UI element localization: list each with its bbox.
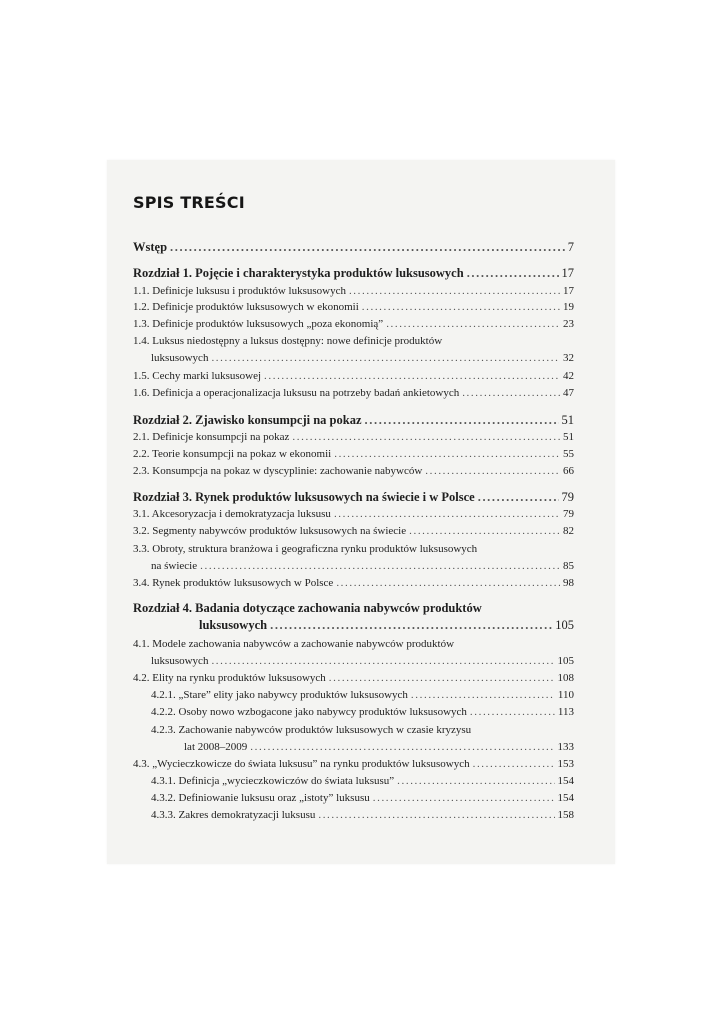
- toc-entry-page: 17: [563, 285, 574, 297]
- toc-entry-label: na świecie: [151, 560, 198, 572]
- toc-entry-2-2: [133, 447, 574, 461]
- toc-entry-4-3-2: [151, 791, 574, 805]
- toc-entry-page: 42: [563, 370, 574, 382]
- toc-entry-page: 47: [563, 387, 574, 399]
- dot-leader: [409, 524, 560, 538]
- toc-entry-page: 19: [563, 301, 574, 313]
- toc-entry-page: 51: [563, 431, 574, 443]
- toc-entry-page: 55: [563, 448, 574, 460]
- toc-entry-label: luksusowych: [151, 655, 209, 667]
- toc-entry-label: luksusowych: [199, 618, 268, 632]
- dot-leader: [211, 654, 554, 668]
- toc-entry-chapter-4: [199, 618, 574, 632]
- toc-entry-chapter-4-line1: Rozdział 4. Badania dotyczące zachowania nabywców produktów: [133, 601, 482, 615]
- toc-entry-label: Rozdział 3. Rynek produktów luksusowych na świecie i w Polsce: [133, 490, 475, 504]
- toc-entry-page: 98: [563, 577, 574, 589]
- toc-entry-3-4: [133, 576, 574, 590]
- dot-leader: [397, 774, 554, 788]
- toc-entry-1-4-line1: 1.4. Luksus niedostępny a luksus dostępny: nowe definicje produktów: [133, 335, 443, 347]
- dot-leader: [334, 507, 560, 521]
- toc-entry-page: 158: [557, 809, 574, 821]
- toc-entry-page: 23: [563, 318, 574, 330]
- toc-entry-page: 105: [555, 618, 574, 632]
- toc-entry-3-1: [133, 507, 574, 521]
- toc-entry-4-3-3: [151, 808, 574, 822]
- toc-entry-label: 4.3.2. Definiowanie luksusu oraz „istoty” luksusu: [151, 792, 370, 804]
- dot-leader: [200, 559, 560, 573]
- toc-entry-label: 4.3.3. Zakres demokratyzacji luksusu: [151, 809, 316, 821]
- toc-entry-page: 108: [557, 672, 574, 684]
- toc-entry-page: 110: [557, 689, 574, 701]
- toc-entry-4-1: [151, 654, 574, 668]
- toc-entry-page: 154: [557, 792, 574, 804]
- toc-entry-label: 2.1. Definicje konsumpcji na pokaz: [133, 431, 290, 443]
- dot-leader: [425, 464, 560, 478]
- toc-entry-4-2-2: [151, 705, 574, 719]
- dot-leader: [250, 740, 554, 754]
- toc-entry-intro: [133, 240, 574, 254]
- toc-entry-label: 1.3. Definicje produktów luksusowych „poza ekonomią”: [133, 318, 384, 330]
- toc-entry-chapter-1: [133, 266, 574, 280]
- dot-leader: [211, 351, 560, 365]
- toc-entry-label: Wstęp: [133, 240, 168, 254]
- dot-leader: [467, 266, 559, 280]
- dot-leader: [386, 317, 560, 331]
- toc-entry-page: 105: [557, 655, 574, 667]
- dot-leader: [170, 240, 565, 254]
- dot-leader: [292, 430, 560, 444]
- toc-entry-page: 66: [563, 465, 574, 477]
- dot-leader: [349, 284, 560, 298]
- toc-entry-4-2-1: [151, 688, 574, 702]
- toc-entry-1-1: [133, 284, 574, 298]
- toc-entry-page: 153: [557, 758, 574, 770]
- dot-leader: [318, 808, 554, 822]
- dot-leader: [336, 576, 560, 590]
- toc-entry-1-6: [133, 386, 574, 400]
- toc-entry-chapter-3: [133, 490, 574, 504]
- dot-leader: [270, 618, 552, 632]
- toc-entry-1-5: [133, 369, 574, 383]
- toc-entry-page: 85: [563, 560, 574, 572]
- toc-entry-4-2-3-line1: 4.2.3. Zachowanie nabywców produktów luksusowych w czasie kryzysu: [151, 724, 472, 736]
- toc-entry-label: 1.5. Cechy marki luksusowej: [133, 370, 262, 382]
- toc-entry-page: 82: [563, 525, 574, 537]
- toc-entry-4-3-1: [151, 774, 574, 788]
- toc-entry-3-2: [133, 524, 574, 538]
- toc-entry-4-2-3: [184, 740, 574, 754]
- toc-entry-label: 4.2.1. „Stare” elity jako nabywcy produktów luksusowych: [151, 689, 408, 701]
- dot-leader: [264, 369, 560, 383]
- dot-leader: [462, 386, 560, 400]
- toc-entry-page: 17: [561, 266, 574, 280]
- toc-entry-4-2: [133, 671, 574, 685]
- toc-entry-page: 113: [557, 706, 574, 718]
- toc-entry-chapter-2: [133, 413, 574, 427]
- toc-entry-1-3: [133, 317, 574, 331]
- toc-entry-label: 4.3.1. Definicja „wycieczkowiczów do świata luksusu”: [151, 775, 395, 787]
- toc-entry-page: 133: [557, 741, 574, 753]
- toc-entry-label: 3.2. Segmenty nabywców produktów luksusowych na świecie: [133, 525, 407, 537]
- toc-entry-4-1-line1: 4.1. Modele zachowania nabywców a zachowanie nabywców produktów: [133, 638, 455, 650]
- toc-entry-label: 4.3. „Wycieczkowicze do świata luksusu” na rynku produktów luksusowych: [133, 758, 470, 770]
- dot-leader: [473, 757, 555, 771]
- toc-entry-page: 51: [561, 413, 574, 427]
- toc-entry-label: Rozdział 2. Zjawisko konsumpcji na pokaz: [133, 413, 362, 427]
- toc-entry-label: luksusowych: [151, 352, 209, 364]
- toc-entry-label: 3.4. Rynek produktów luksusowych w Polsce: [133, 577, 334, 589]
- toc-entry-page: 32: [563, 352, 574, 364]
- toc-entry-1-4: [151, 351, 574, 365]
- toc-entry-page: 79: [561, 490, 574, 504]
- toc-entry-label: 4.2.2. Osoby nowo wzbogacone jako nabywcy produktów luksusowych: [151, 706, 467, 718]
- toc-entry-page: 7: [567, 240, 574, 254]
- toc-entry-page: 154: [557, 775, 574, 787]
- toc-entry-1-2: [133, 300, 574, 314]
- toc-entry-page: 79: [563, 508, 574, 520]
- toc-entry-3-3: [151, 559, 574, 573]
- toc-entry-label: lat 2008–2009: [184, 741, 248, 753]
- toc-entry-3-3-line1: 3.3. Obroty, struktura branżowa i geograficzna rynku produktów luksusowych: [133, 543, 478, 555]
- toc-title: SPIS TREŚCI: [133, 193, 245, 212]
- toc-entry-label: Rozdział 1. Pojęcie i charakterystyka produktów luksusowych: [133, 266, 464, 280]
- dot-leader: [365, 413, 559, 427]
- dot-leader: [329, 671, 555, 685]
- dot-leader: [373, 791, 555, 805]
- dot-leader: [470, 705, 555, 719]
- toc-entry-label: 2.3. Konsumpcja na pokaz w dyscyplinie: zachowanie nabywców: [133, 465, 423, 477]
- dot-leader: [478, 490, 559, 504]
- toc-entry-4-3: [133, 757, 574, 771]
- dot-leader: [362, 300, 560, 314]
- dot-leader: [411, 688, 555, 702]
- dot-leader: [334, 447, 560, 461]
- toc-entry-2-3: [133, 464, 574, 478]
- toc-entry-label: 2.2. Teorie konsumpcji na pokaz w ekonomii: [133, 448, 332, 460]
- toc-entry-label: 3.1. Akcesoryzacja i demokratyzacja luksusu: [133, 508, 331, 520]
- toc-entry-label: 1.1. Definicje luksusu i produktów luksusowych: [133, 285, 346, 297]
- toc-entry-label: 1.6. Definicja a operacjonalizacja luksusu na potrzeby badań ankietowych: [133, 387, 460, 399]
- toc-entry-label: 1.2. Definicje produktów luksusowych w ekonomii: [133, 301, 359, 313]
- toc-entry-label: 4.2. Elity na rynku produktów luksusowych: [133, 672, 326, 684]
- toc-entry-2-1: [133, 430, 574, 444]
